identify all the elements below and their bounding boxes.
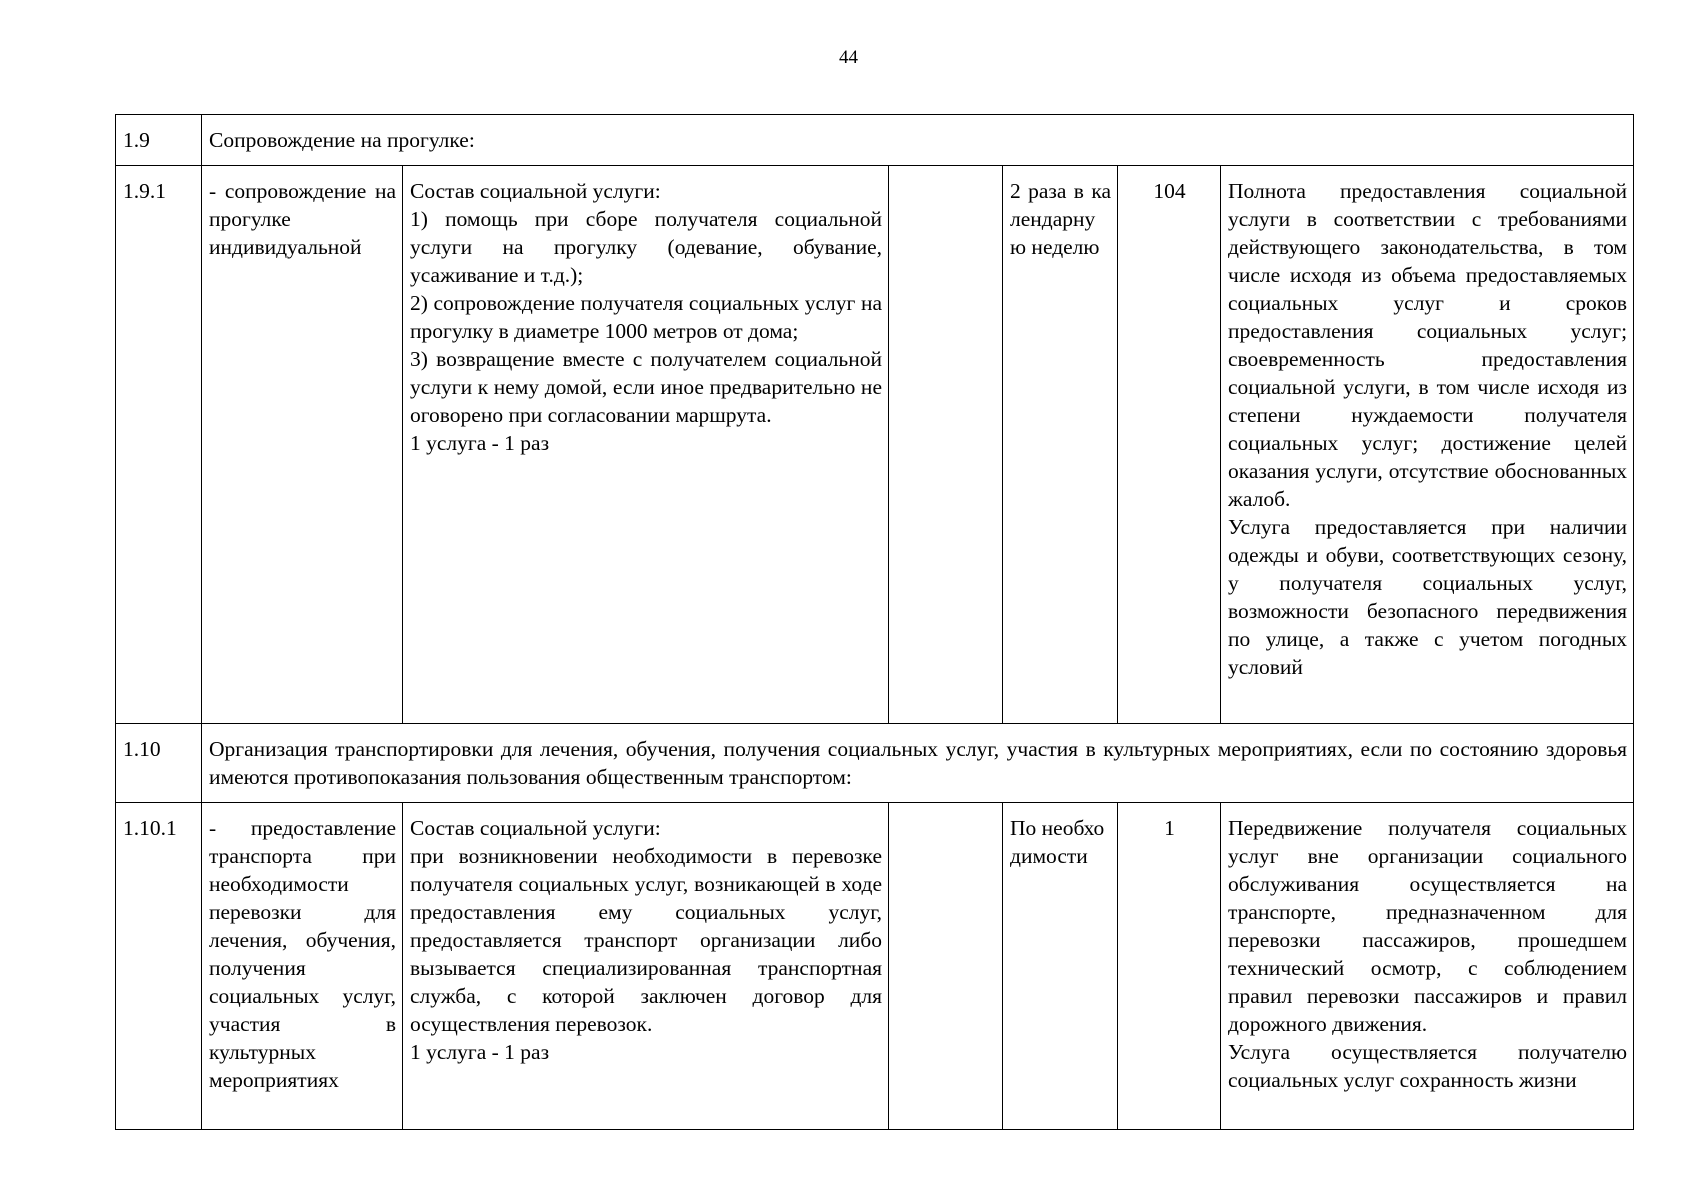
service-row-1-10-1: [116, 803, 1634, 1130]
service-frequency: По необходимости: [1003, 803, 1118, 1130]
services-table: [115, 114, 1634, 1130]
service-quality: [1221, 803, 1634, 1130]
section-title: Организация транспортировки для лечения, обучения, получения социальных услуг, участия в культурных мероприятиях, если по состоянию здоровья имеются противопоказания пользования общественным транспортом:: [202, 724, 1634, 803]
service-name: - предоставление транспорта при необходимости перевозки для лечения, обучения, получения социальных услуг, участия в культурных мероприятиях: [202, 803, 403, 1130]
empty-cell: [889, 166, 1003, 724]
service-frequency: 2 раза в календарную неделю: [1003, 166, 1118, 724]
section-code: 1.9: [116, 115, 202, 166]
section-row-1-10: [116, 724, 1634, 803]
service-row-1-9-1: [116, 166, 1634, 724]
composition-line: 1 услуга - 1 раз: [410, 431, 550, 455]
section-code: 1.10: [116, 724, 202, 803]
composition-line: 2) сопровождение получателя социальных услуг на прогулку в диаметре 1000 метров от дома;: [410, 291, 882, 343]
service-composition: [403, 803, 889, 1130]
composition-line: 1 услуга - 1 раз: [410, 1040, 550, 1064]
service-composition: [403, 166, 889, 724]
quality-paragraph: Передвижение получателя социальных услуг вне организации социального обслуживания осуществляется на транспорте, предназначенном для перевозки пассажиров, прошедшем технический осмотр, с соблюдением правил перевозки пассажиров и правил дорожного движения.: [1228, 816, 1628, 1036]
service-volume: 1: [1118, 803, 1221, 1130]
quality-paragraph: Полнота предоставления социальной услуги в соответствии с требованиями действующего законодательства, в том числе исходя из объема предоставляемых социальных услуг и сроков предоставления социальных услуг; своевременность предоставления социальной услуги, в том числе исходя из степени нуждаемости получателя социальных услуг; достижение целей оказания услуги, отсутствие обоснованных жалоб.: [1228, 179, 1628, 511]
composition-line: Состав социальной услуги:: [410, 179, 661, 203]
composition-line: 1) помощь при сборе получателя социальной услуги на прогулку (одевание, обувание, усаживание и т.д.);: [410, 207, 882, 287]
service-volume: 104: [1118, 166, 1221, 724]
page-number: 44: [839, 47, 858, 68]
service-code: 1.10.1: [116, 803, 202, 1130]
composition-line: при возникновении необходимости в перевозке получателя социальных услуг, возникающей в ходе предоставления ему социальных услуг, предоставляется транспорт организации либо вызывается специализированная транспортная служба, с которой заключен договор для осуществления перевозок.: [410, 844, 882, 1036]
section-title: Сопровождение на прогулке:: [202, 115, 1634, 166]
service-quality: [1221, 166, 1634, 724]
quality-paragraph: Услуга предоставляется при наличии одежды и обуви, соответствующих сезону, у получателя социальных услуг, возможности безопасного передвижения по улице, а также с учетом погодных условий: [1228, 515, 1628, 679]
service-code: 1.9.1: [116, 166, 202, 724]
quality-paragraph: Услуга осуществляется получателю социальных услуг сохранность жизни: [1228, 1040, 1628, 1092]
section-row-1-9: [116, 115, 1634, 166]
empty-cell: [889, 803, 1003, 1130]
composition-line: Состав социальной услуги:: [410, 816, 661, 840]
composition-line: 3) возвращение вместе с получателем социальной услуги к нему домой, если иное предварительно не оговорено при согласовании маршрута.: [410, 347, 882, 427]
service-name: - сопровождение на прогулке индивидуальной: [202, 166, 403, 724]
